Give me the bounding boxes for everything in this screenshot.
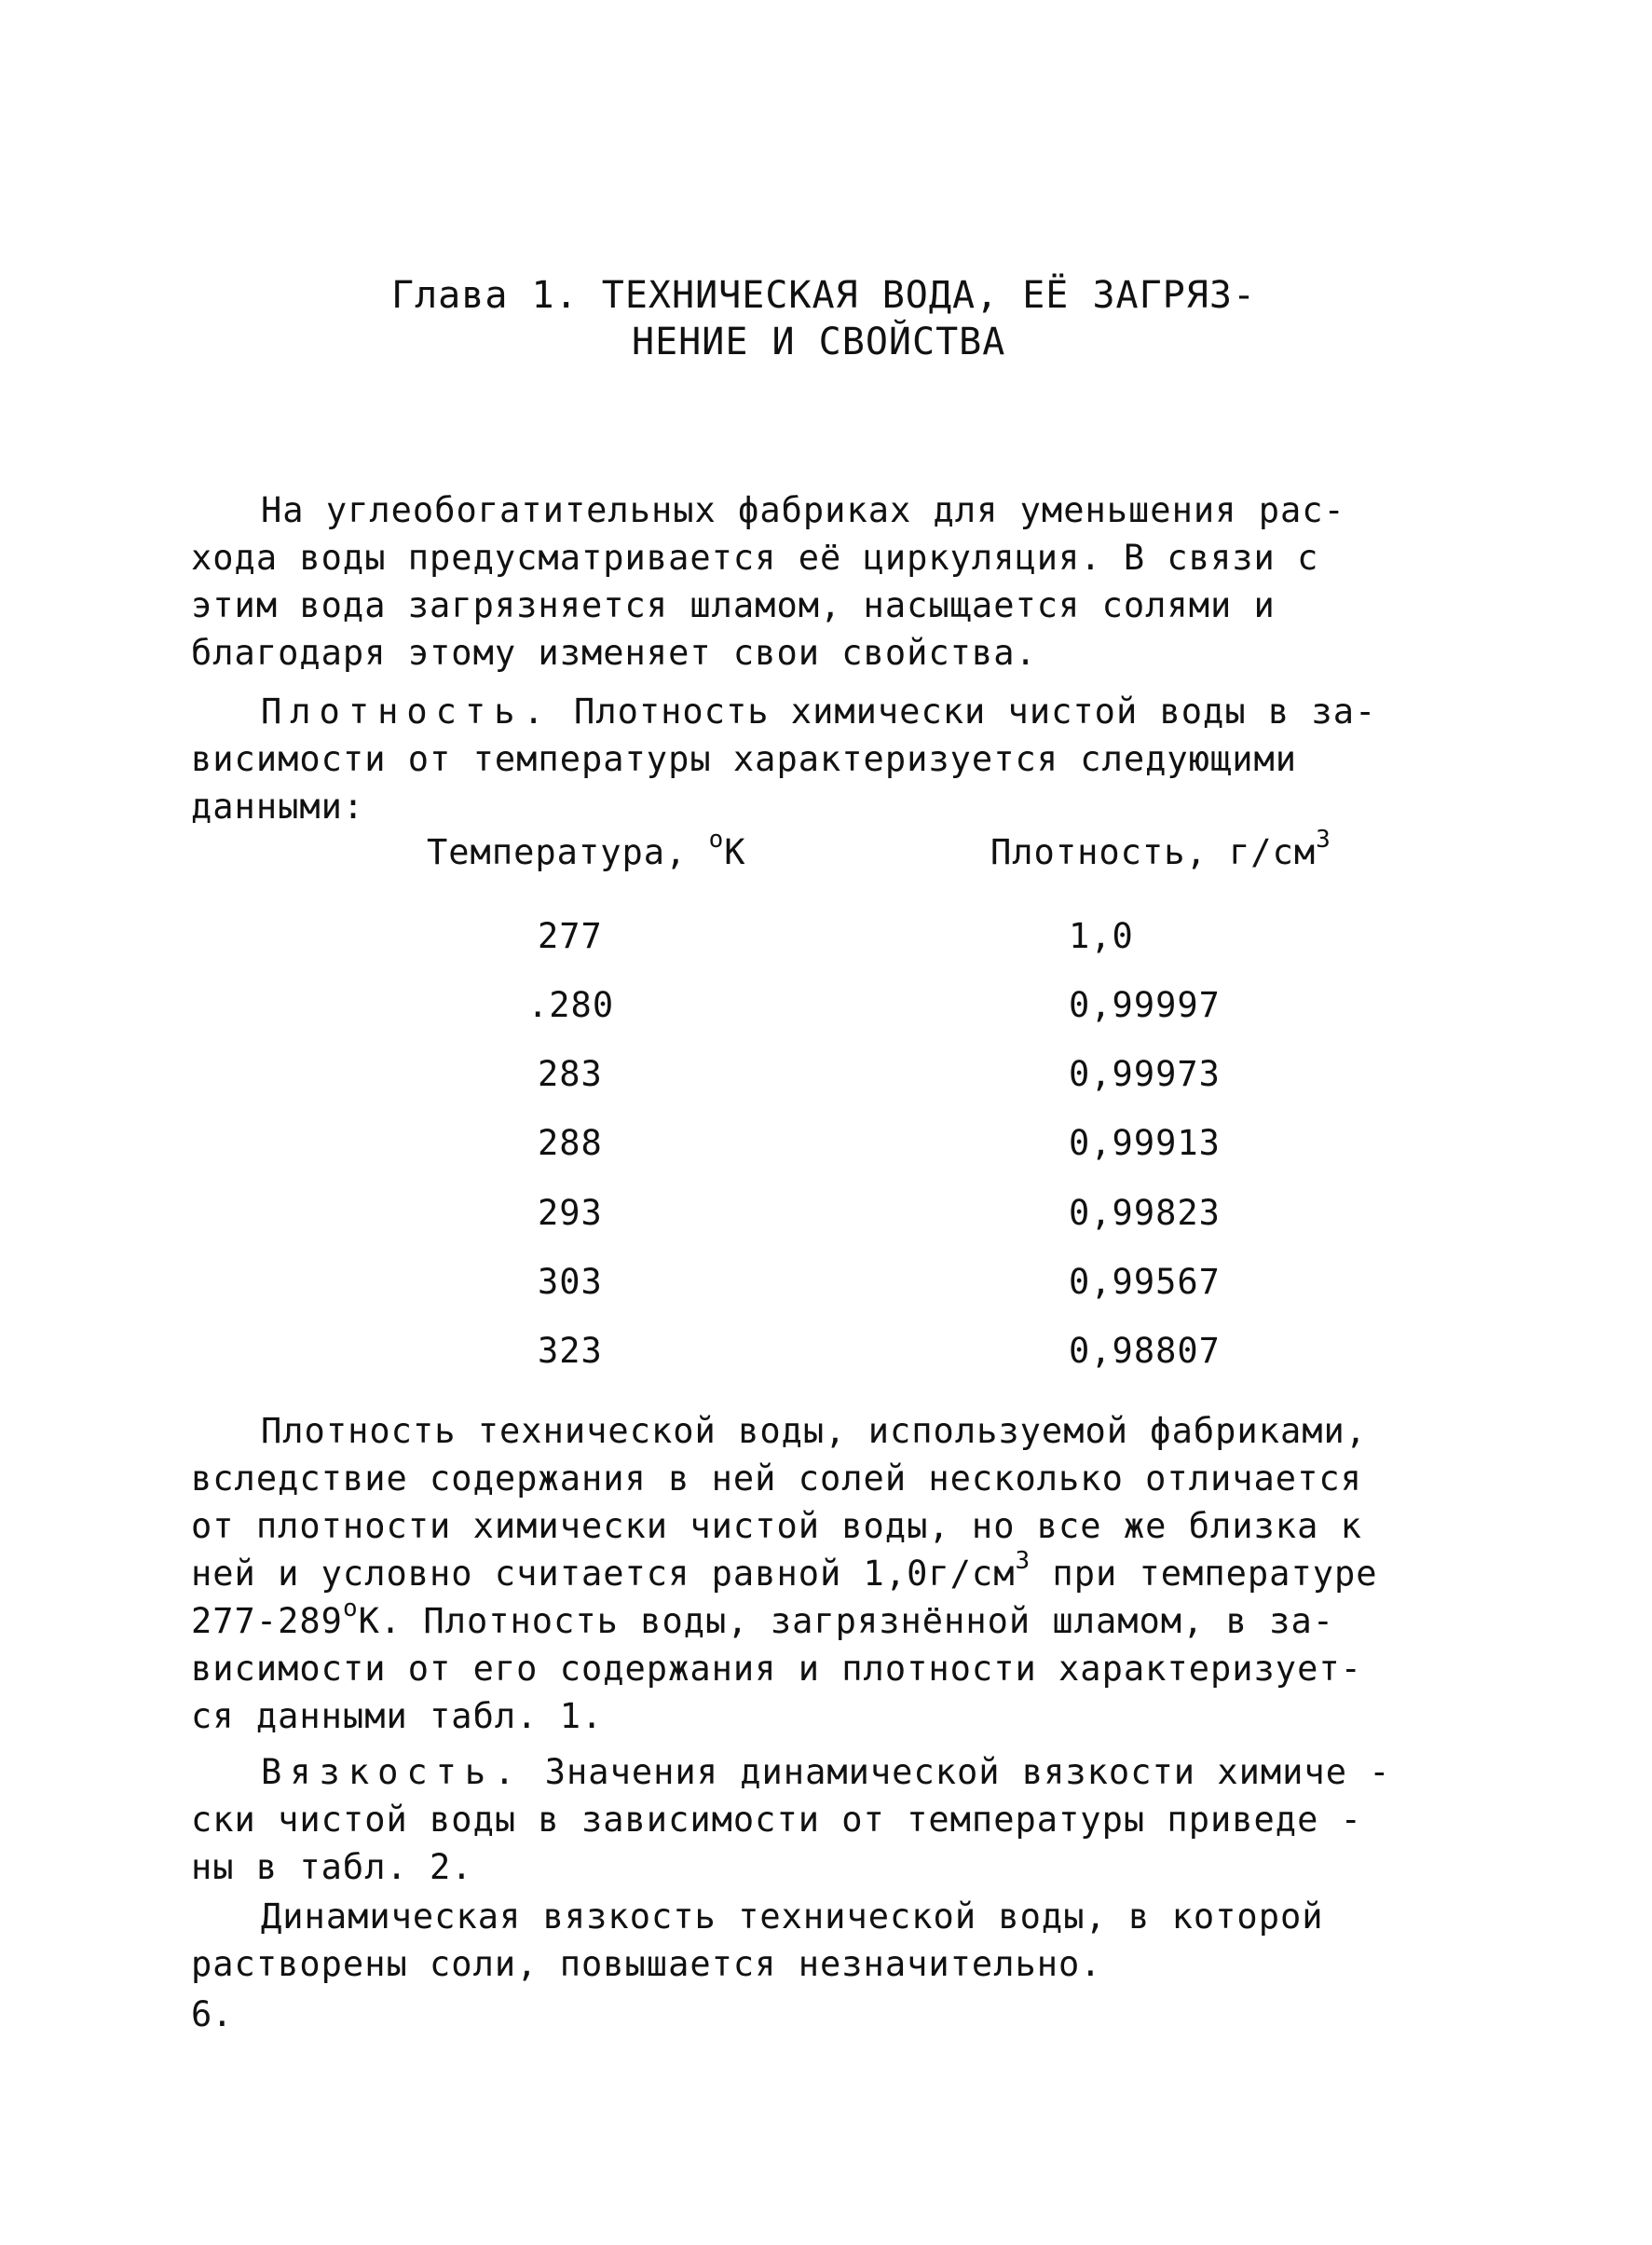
intro-line: хода воды предусматривается её циркуляция. В связи с bbox=[191, 538, 1319, 578]
density-cell: 0,99823 bbox=[1069, 1193, 1221, 1233]
density-cell: 0,99973 bbox=[1069, 1054, 1221, 1094]
tech-water-line4-b: при температуре bbox=[1031, 1554, 1378, 1594]
temperature-header-label: Температура, bbox=[427, 832, 709, 872]
density-cell: 1,0 bbox=[1069, 916, 1134, 956]
viscosity-line bbox=[191, 1748, 1495, 1796]
chapter-heading-line1: Глава 1. ТЕХНИЧЕСКАЯ ВОДА, ЕЁ ЗАГРЯЗ- bbox=[391, 274, 1257, 317]
table-row bbox=[0, 916, 1652, 985]
viscosity-term: Вязкость. bbox=[261, 1752, 524, 1792]
dynamic-viscosity-paragraph bbox=[191, 1893, 1495, 1988]
tech-water-line: висимости от его содержания и плотности характеризует- bbox=[191, 1649, 1362, 1689]
tech-water-line: Плотность технической воды, используемой фабриками, bbox=[261, 1411, 1368, 1451]
density-cell: 0,99567 bbox=[1069, 1262, 1221, 1302]
chapter-heading-line2: НЕНИЕ И СВОЙСТВА bbox=[632, 321, 1006, 363]
density-cell: 0,99997 bbox=[1069, 985, 1221, 1025]
temperature-cell: 283 bbox=[538, 1054, 603, 1094]
density-cell: 0,98807 bbox=[1069, 1331, 1221, 1371]
kelvin-unit: К bbox=[724, 832, 746, 872]
tech-water-line: от плотности химически чистой воды, но все же близка к bbox=[191, 1506, 1362, 1546]
tech-water-line: ся данными табл. 1. bbox=[191, 1696, 604, 1736]
table-row bbox=[0, 1123, 1652, 1192]
tech-water-line bbox=[191, 1547, 1495, 1597]
density-header-label: Плотность, г/см bbox=[990, 832, 1317, 872]
cubic-sup: 3 bbox=[1316, 826, 1331, 854]
intro-paragraph bbox=[191, 486, 1495, 677]
degree-sup: о bbox=[708, 826, 725, 854]
density-line: висимости от температуры характеризуется следующими bbox=[191, 739, 1298, 779]
tech-water-line5-a: 277-289 bbox=[191, 1601, 343, 1641]
density-line1-text: Плотность химически чистой воды в за- bbox=[552, 691, 1377, 732]
density-term: Плотность. bbox=[261, 691, 553, 732]
temperature-cell: 277 bbox=[538, 916, 603, 956]
viscosity-paragraph bbox=[191, 1748, 1495, 1891]
temperature-cell: 323 bbox=[538, 1331, 603, 1371]
viscosity-line: ски чистой воды в зависимости от температуры приведе - bbox=[191, 1800, 1362, 1840]
chapter-heading bbox=[391, 272, 1491, 365]
technical-water-paragraph bbox=[191, 1407, 1495, 1740]
dynamic-line: растворены соли, повышается незначительно. bbox=[191, 1944, 1102, 1984]
intro-line: этим вода загрязняется шламом, насыщается солями и bbox=[191, 585, 1276, 625]
density-line: данными: bbox=[191, 787, 365, 827]
degree-sup: о bbox=[342, 1595, 359, 1622]
temperature-cell: 288 bbox=[538, 1123, 603, 1163]
viscosity-line: ны в табл. 2. bbox=[191, 1847, 473, 1887]
table-row bbox=[0, 1331, 1652, 1400]
temperature-column-header bbox=[427, 826, 746, 876]
tech-water-line: вследствие содержания в ней солей несколько отличается bbox=[191, 1458, 1362, 1499]
tech-water-line bbox=[191, 1597, 1495, 1645]
table-row bbox=[0, 1262, 1652, 1331]
density-column-header bbox=[990, 826, 1331, 876]
temperature-cell: 303 bbox=[538, 1262, 603, 1302]
intro-line: благодаря этому изменяет свои свойства. bbox=[191, 633, 1037, 673]
density-paragraph bbox=[191, 688, 1495, 830]
dynamic-line: Динамическая вязкость технической воды, в которой bbox=[261, 1896, 1324, 1937]
cubic-sup: 3 bbox=[1015, 1547, 1031, 1575]
viscosity-line1-text: Значения динамической вязкости химиче - bbox=[523, 1752, 1391, 1792]
table-row bbox=[0, 1193, 1652, 1262]
density-line bbox=[191, 688, 1495, 735]
table-row bbox=[0, 985, 1652, 1054]
page-number: 6. bbox=[191, 1994, 233, 2034]
temperature-cell: .280 bbox=[527, 985, 615, 1025]
temperature-cell: 293 bbox=[538, 1193, 603, 1233]
tech-water-line5-b: К. Плотность воды, загрязнённой шламом, в за- bbox=[358, 1601, 1335, 1641]
table-row bbox=[0, 1054, 1652, 1123]
tech-water-line4-a: ней и условно считается равной 1,0г/см bbox=[191, 1554, 1016, 1594]
density-cell: 0,99913 bbox=[1069, 1123, 1221, 1163]
intro-line: На углеобогатительных фабриках для уменьшения рас- bbox=[261, 490, 1345, 530]
